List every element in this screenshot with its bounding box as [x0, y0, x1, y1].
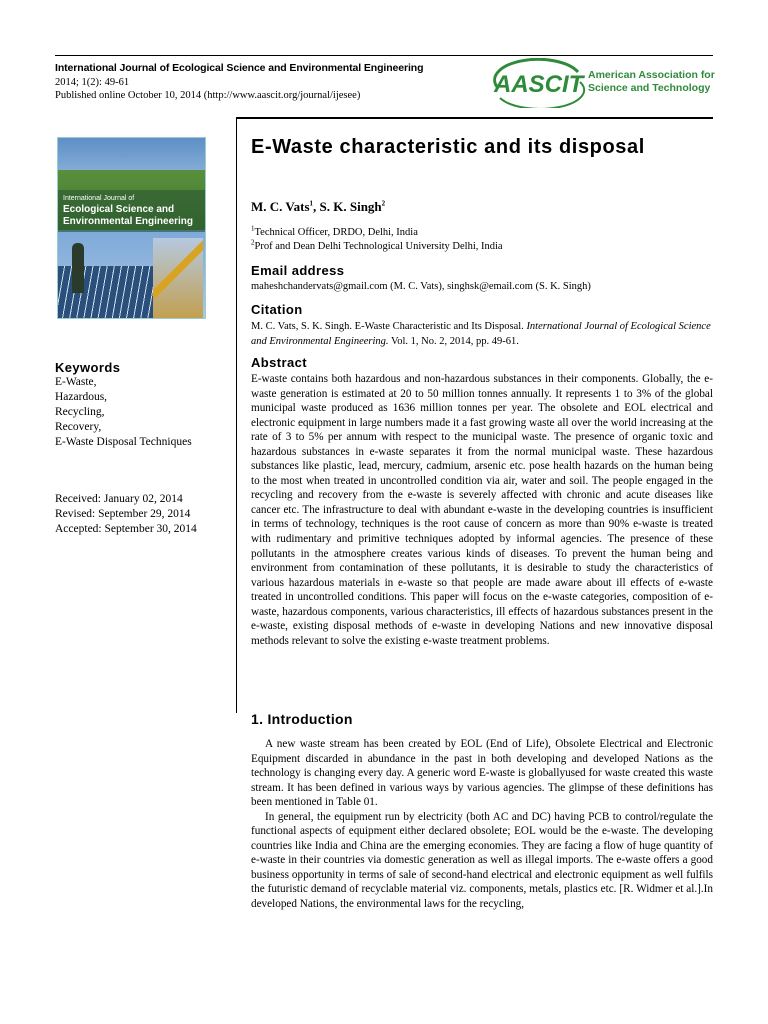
cover-crane — [153, 238, 203, 318]
header-rule — [236, 117, 713, 119]
revised-date: Revised: September 29, 2014 — [55, 508, 191, 520]
cover-title-line1: International Journal of — [63, 195, 135, 202]
author-sup: 1 — [309, 199, 314, 208]
article-dates — [55, 492, 197, 537]
author-sup: 2 — [381, 199, 386, 208]
keyword-item: Recovery, — [55, 421, 102, 433]
publisher-name-line2: Science and Technology — [588, 82, 711, 94]
keyword-item: E-Waste, — [55, 376, 97, 388]
affiliation — [251, 240, 503, 254]
cover-title-line3: Environmental Engineering — [63, 216, 194, 227]
published-line: Published online October 10, 2014 (http://www.aascit.org/journal/ijesee) — [55, 90, 361, 101]
cover-title — [63, 194, 193, 228]
keywords-list — [55, 375, 192, 450]
keyword-item: Hazardous, — [55, 391, 108, 403]
top-rule — [55, 55, 713, 56]
publisher-name-line1: American Association for — [588, 69, 715, 81]
received-date: Received: January 02, 2014 — [55, 493, 183, 505]
publisher-name — [588, 69, 715, 95]
affiliation-text: Prof and Dean Delhi Technological University Delhi, India — [254, 241, 503, 252]
author-name: S. K. Singh — [319, 199, 382, 214]
cover-person — [72, 243, 84, 293]
keyword-item: E-Waste Disposal Techniques — [55, 436, 192, 448]
affiliations — [251, 226, 503, 254]
citation-plain: M. C. Vats, S. K. Singh. E-Waste Characteristic and Its Disposal. — [251, 321, 527, 332]
citation-heading: Citation — [251, 302, 303, 317]
accepted-date: Accepted: September 30, 2014 — [55, 523, 197, 535]
citation-text — [251, 319, 713, 349]
introduction-heading: 1. Introduction — [251, 711, 353, 727]
keywords-heading: Keywords — [55, 360, 121, 375]
journal-meta — [55, 76, 360, 102]
paper-title: E-Waste characteristic and its disposal — [251, 136, 645, 158]
email-heading: Email address — [251, 263, 345, 278]
email-addresses: maheshchandervats@gmail.com (M. C. Vats), singhsk@email.com (S. K. Singh) — [251, 281, 591, 292]
affiliation-sup: 2 — [251, 238, 255, 247]
citation-tail: Vol. 1, No. 2, 2014, pp. 49-61. — [388, 336, 519, 347]
affiliation-sup: 1 — [251, 224, 255, 233]
column-divider — [236, 117, 237, 713]
introduction-body — [251, 737, 713, 912]
abstract-body: E-waste contains both hazardous and non-hazardous substances in their components. Globally, the e-waste generation is estimated at 20 to 50 million tonnes annually. It represents 1 to 3% of the global municipal waste produced as 1636 million tonnes per year. The obsolete and EOL electrical and electronic equipment in large numbers made it a fast growing waste all over the world increasing at the rate of 3 to 5% per annum with respect to the municipal waste. The presence of organic toxic and hazardous substances in e-waste separates it from the normal municipal waste. These hazardous substances like plastic, lead, mercury, cadmium, arsenic etc. pose health hazards on the human being to the most when treated in uncontrolled condition via air, water and soil. The people engaged in the recycling and recovery from the e-waste is severely affected with chronic and acute diseases like cancer etc. The infrastructure to deal with abundant e-waste in the developing countries is insufficient in terms of technology, techniques is the root cause of concern as more than 90% e-waste is treated with rudimentary and primitive techniques adopted by informal agencies. The presence of these pollutants in the atmosphere creates various kinds of diseases. To prevent the human being and environment from contamination of these pollutants, it is desirable to study the characteristics of various hazardous materials in e-waste so that people are made aware about ill effects of e-waste treated in uncontrolled conditions. This paper will focus on the e-waste categories, composition of e-waste, hazardous components, various characteristics, ill effects of hazardous substances present in the e-waste, existing disposal methods of e-waste in developing Nations and new innovative disposal methods relevant to solve the existing e-waste treatment problems. — [251, 373, 713, 647]
keyword-item: Recycling, — [55, 406, 105, 418]
authors — [251, 199, 385, 215]
affiliation — [251, 226, 503, 240]
paragraph: In general, the equipment run by electricity (both AC and DC) having PCB to control/regulate the functional aspects of equipment either declared obsolete; EOL would be the e-waste. The developing countries like India and China are the emerging economies. They are facing a flow of huge quantity of e-waste in their countries via domestic generation as well as illegal imports. The e-waste offers a good business opportunity in terms of sale of second-hand electrical and electronic equipment as well fulfils the futuristic demand of recyclable material viz. components, metals, plastics etc. [R. Widmer et al.].In developed Nations, the environmental laws for the recycling, — [251, 810, 713, 911]
volume-line: 2014; 1(2): 49-61 — [55, 77, 130, 88]
citation-journal: International Journal of Ecological Science and Environmental Engineering. — [251, 321, 711, 347]
author-separator: , — [313, 199, 320, 214]
author-name: M. C. Vats — [251, 199, 310, 214]
cover-title-line2: Ecological Science and — [63, 204, 175, 215]
aascit-logo-text: AASCIT — [494, 71, 584, 98]
affiliation-text: Technical Officer, DRDO, Delhi, India — [254, 227, 418, 238]
paragraph: A new waste stream has been created by EOL (End of Life), Obsolete Electrical and Electronic Equipment discarded in abundance in the past in both developing and developed Nations as the technology is changing every day. A generic word E-waste is globallyused for waste created this waste stream. It has been defined in various ways by various agencies. The glimpse of these definitions has been mentioned in Table 01. — [251, 738, 713, 809]
journal-name: International Journal of Ecological Science and Environmental Engineering — [55, 62, 424, 74]
abstract-heading: Abstract — [251, 355, 307, 370]
journal-cover-image — [57, 137, 206, 319]
